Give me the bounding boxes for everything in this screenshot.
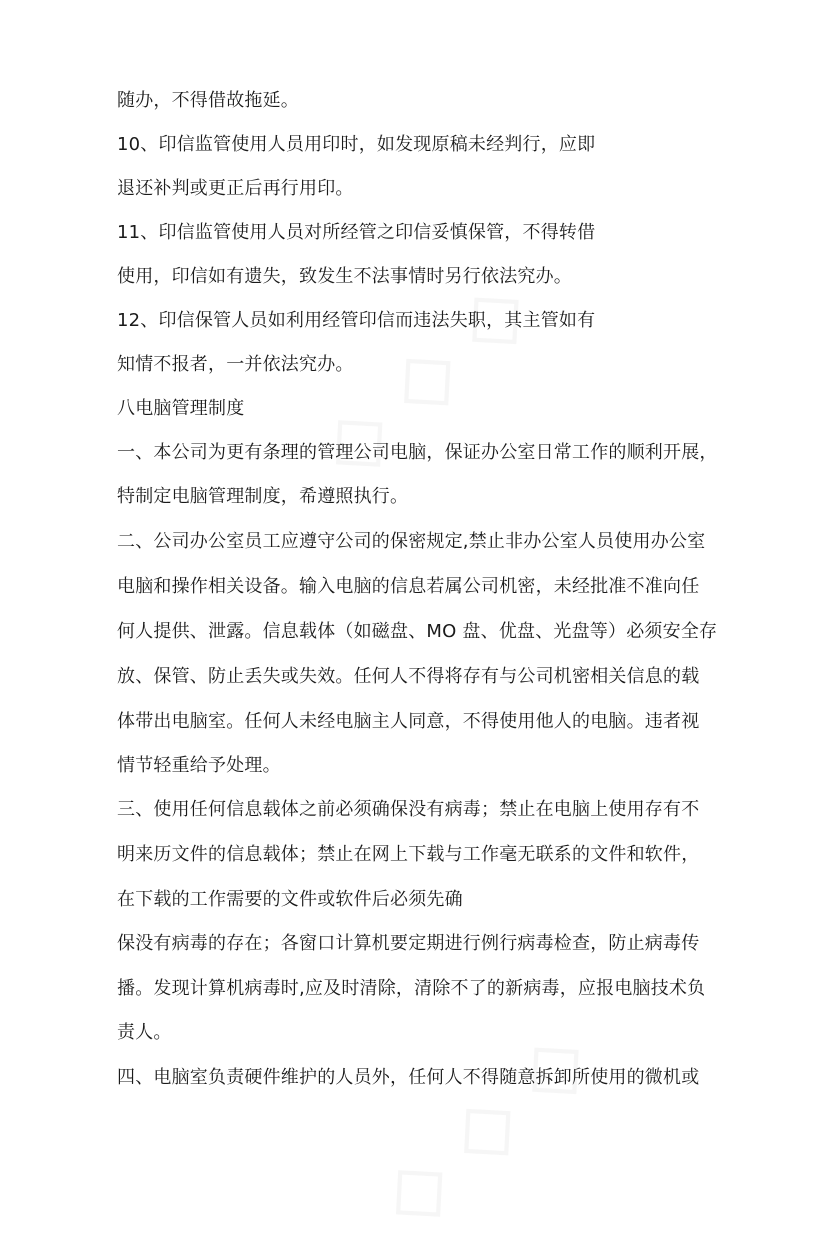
watermark-graphic xyxy=(360,1010,607,1245)
text-line: 四、电脑室负责硬件维护的人员外，任何人不得随意拆卸所使用的微机或 xyxy=(117,1067,700,1088)
text-line: 何人提供、泄露。信息载体（如磁盘、MO 盘、优盘、光盘等）必须安全存 xyxy=(117,621,718,642)
text-line: 退还补判或更正后再行用印。 xyxy=(117,178,354,199)
text-line: 10、印信监管使用人员用印时，如发现原稿未经判行，应即 xyxy=(117,134,596,155)
text-line: 三、使用任何信息载体之前必须确保没有病毒；禁止在电脑上使用存有不 xyxy=(117,799,700,820)
text-line: 知情不报者，一并依法究办。 xyxy=(117,354,354,375)
text-line: 使用，印信如有遗失，致发生不法事情时另行依法究办。 xyxy=(117,266,572,287)
text-line: 随办，不得借故拖延。 xyxy=(117,90,299,111)
text-line: 电脑和操作相关设备。输入电脑的信息若属公司机密，未经批准不准向任 xyxy=(117,576,700,597)
text-line: 12、印信保管人员如利用经管印信而违法失职，其主管如有 xyxy=(117,310,596,331)
text-line: 二、公司办公室员工应遵守公司的保密规定,禁止非办公室人员使用办公室 xyxy=(117,531,706,552)
text-line: 明来历文件的信息载体；禁止在网上下载与工作毫无联系的文件和软件， xyxy=(117,844,700,865)
text-line: 体带出电脑室。任何人未经电脑主人同意，不得使用他人的电脑。违者视 xyxy=(117,711,700,732)
text-line: 保没有病毒的存在；各窗口计算机要定期进行例行病毒检查，防止病毒传 xyxy=(117,933,700,954)
text-line: 在下载的工作需要的文件或软件后必须先确 xyxy=(117,889,463,910)
text-line: 放、保管、防止丢失或失效。任何人不得将存有与公司机密相关信息的载 xyxy=(117,666,700,687)
text-line: 责人。 xyxy=(117,1022,172,1043)
text-line: 特制定电脑管理制度，希遵照执行。 xyxy=(117,486,409,507)
text-line: 一、本公司为更有条理的管理公司电脑，保证办公室日常工作的顺利开展， xyxy=(117,442,718,463)
text-line: 情节轻重给予处理。 xyxy=(117,755,281,776)
text-line: 11、印信监管使用人员对所经管之印信妥慎保管，不得转借 xyxy=(117,222,596,243)
text-line: 播。发现计算机病毒时,应及时清除，清除不了的新病毒，应报电脑技术负 xyxy=(117,978,706,999)
section-heading: 八电脑管理制度 xyxy=(117,398,245,419)
